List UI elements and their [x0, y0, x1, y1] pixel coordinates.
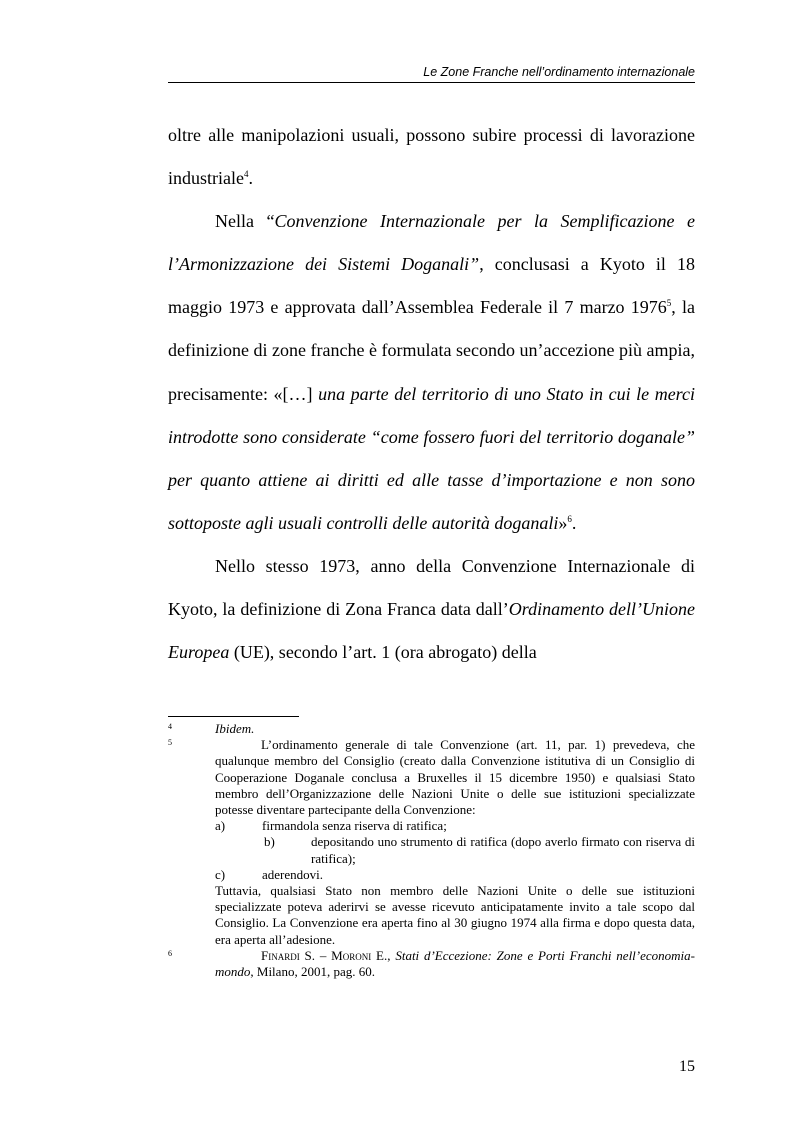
list-item-label: a) — [215, 818, 226, 834]
footnote-text: Tuttavia, qualsiasi Stato non membro delle Nazioni Unite o delle sue istituzioni specializzate poteva aderirvi se avesse ricevuto anticipatamente invito a tale scopo dal Consiglio. La Convenzione era aperta fino al 30 giugno 1974 alla firma e dopo questa data, era aperta all’adesione. — [215, 883, 695, 947]
footnote-text: Ibidem. — [215, 721, 255, 736]
paragraph-1-text: oltre alle manipolazioni usuali, possono subire processi di lavorazione industriale — [168, 125, 695, 189]
list-item-text: firmandola senza riserva di ratifica; — [262, 818, 447, 834]
author-surname: Finardi — [261, 947, 300, 963]
footnotes — [168, 721, 695, 980]
footnote-number: 4 — [168, 722, 172, 731]
book-title: Stati d’Eccezione: Zone e Porti Franchi nell’economia-mondo — [215, 947, 695, 980]
convention-title: Convenzione Internazionale per la Semplificazione e l’Armonizzazione dei Sistemi Doganali” — [168, 211, 695, 275]
list-item-text: depositando uno strumento di ratifica (dopo averlo firmato con riserva di ratifica); — [311, 834, 695, 866]
footnote-number: 5 — [168, 738, 172, 748]
list-item-label: b) — [264, 834, 275, 850]
footnote-ref-4[interactable]: 4 — [243, 169, 249, 180]
body-text — [168, 114, 695, 674]
footnote-5 — [168, 737, 695, 818]
eu-ordinamento: Ordinamento dell’Unione Europea — [168, 599, 695, 663]
footnote-4 — [168, 721, 695, 737]
footnote-ref-6[interactable]: 6 — [567, 513, 572, 524]
footnote-number: 6 — [168, 948, 172, 958]
definition-quote: una parte del territorio di uno Stato in cui le merci introdotte sono considerate “come fossero fuori del territorio doganale” per quanto attiene ai diritti ed alle tasse d’importazione e non sono sottoposte agli usuali controlli delle autorità doganali — [168, 383, 696, 533]
footnote-separator — [168, 716, 299, 717]
list-item — [215, 834, 695, 866]
list-item-text: aderendovi. — [262, 866, 324, 882]
paragraph-1: oltre alle manipolazioni usuali, possono subire processi di lavorazione industriale$^4$. — [168, 125, 695, 189]
paragraph-2: Nella “Convenzione Internazionale per la Semplificazione e l’Armonizzazione dei Sistemi Doganali”, conclusasi a Kyoto il 18 maggio 1973 e approvata dall’Assemblea Federale il 7 marzo 1976$^5$, la definizione di zone franche è formulata secondo un’accezione più ampia, precisamente: «[…] una parte del territorio di uno Stato in cui le merci introdotte sono considerate “come fossero fuori del territorio doganale” per quanto attiene ai diritti ed alle tasse d’importazione e non sono sottoposte agli usuali controlli delle autorità doganali»$^6$. — [168, 211, 696, 533]
running-header: Le Zone Franche nell’ordinamento internazionale — [423, 65, 695, 79]
author-surname: Moroni — [331, 947, 372, 963]
footnote-ref-5[interactable]: 5 — [666, 298, 672, 309]
footnote-6 — [168, 948, 695, 980]
footnote-5-options — [168, 818, 695, 948]
header-rule — [168, 82, 695, 83]
footnote-text: L’ordinamento generale di tale Convenzione (art. 11, par. 1) prevedeva, che qualunque membro del Consiglio (creato dalla Convenzione istitutiva di un Consiglio di Cooperazione Doganale conclusa a Bruxelles il 15 dicembre 1950) e qualsiasi Stato membro dell’Organizzazione delle Nazioni Unite o delle sue istituzioni specializzate potesse diventare partecipante della Convenzione: — [215, 737, 695, 818]
page-number: 15 — [679, 1058, 695, 1075]
list-item — [215, 818, 695, 834]
list-item — [215, 867, 695, 883]
footnote-text: Finardi S. – Moroni E., Stati d’Eccezione: Zone e Porti Franchi nell’economia-mondo, Milano, 2001, pag. 60. — [215, 947, 695, 980]
paragraph-3: Nello stesso 1973, anno della Convenzione Internazionale di Kyoto, la definizione di Zona Franca data dall’Ordinamento dell’Unione Europea (UE), secondo l’art. 1 (ora abrogato) della — [168, 555, 695, 663]
list-item-label: c) — [215, 866, 226, 882]
